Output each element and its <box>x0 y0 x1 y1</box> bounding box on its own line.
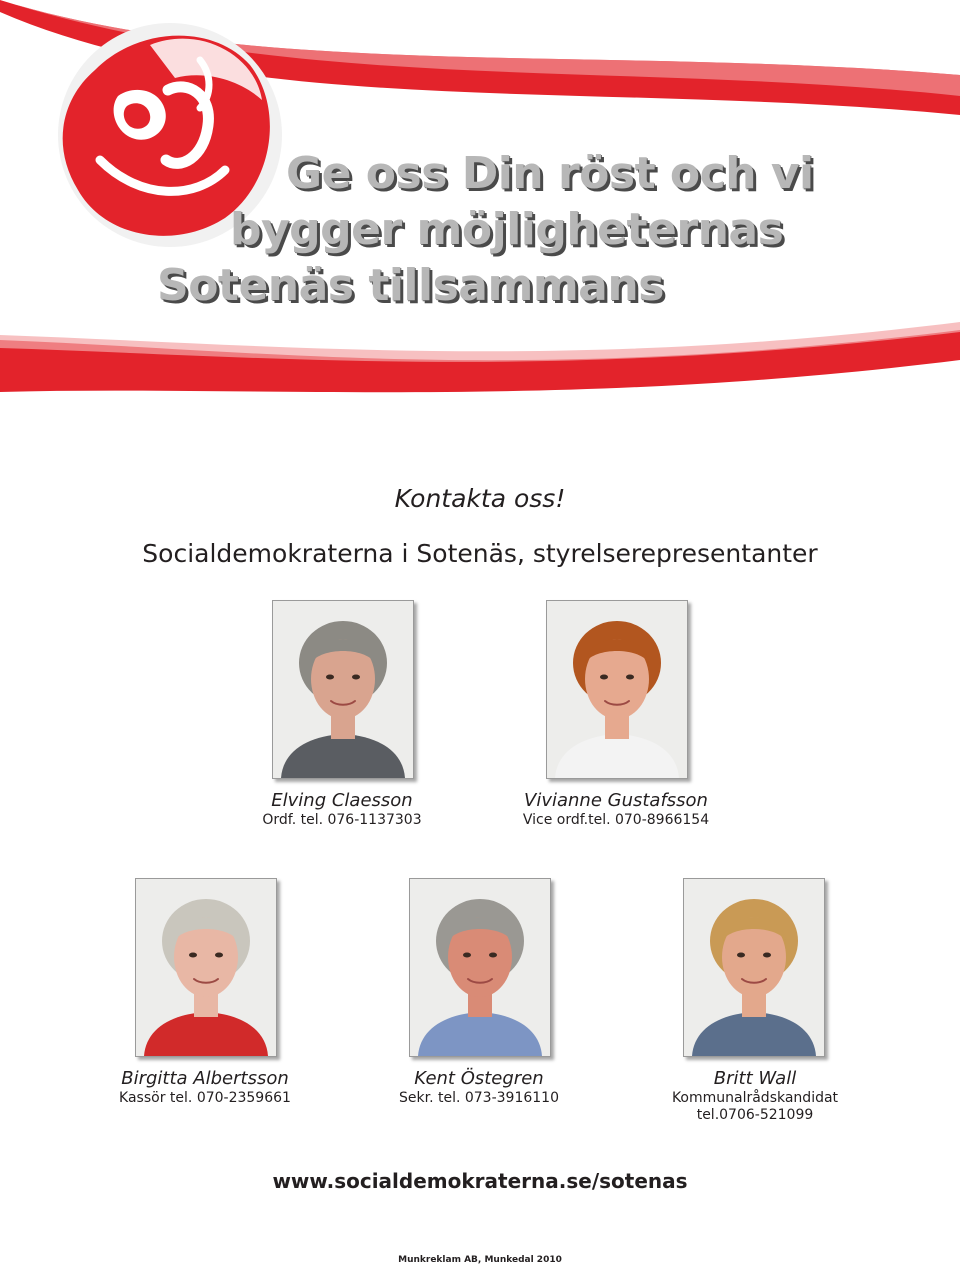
headline-line-1: Ge oss Din röst och vi <box>286 148 814 199</box>
person-role: Ordf. tel. 076-1137303 <box>262 812 422 828</box>
person-name: Birgitta Albertsson <box>121 1068 289 1089</box>
contact-heading: Kontakta oss! <box>394 484 566 513</box>
photo-britt-wall <box>683 878 825 1057</box>
person-kent-ostegren <box>379 1068 579 1107</box>
photo-kent-ostegren <box>409 878 551 1057</box>
headline-line-3: Sotenäs tillsammans <box>157 260 664 311</box>
header-artwork <box>0 0 960 400</box>
organization-line: Socialdemokraterna i Sotenäs, styrelserepresentanter <box>142 539 818 568</box>
person-britt-wall <box>655 1068 855 1124</box>
headline-line-2: bygger möjligheternas <box>230 204 784 255</box>
website-link[interactable]: www.socialdemokraterna.se/sotenas <box>272 1169 688 1193</box>
person-name: Kent Östegren <box>414 1068 544 1089</box>
person-role: Sekr. tel. 073-3916110 <box>399 1090 559 1106</box>
person-role: Vice ordf.tel. 070-8966154 <box>522 812 710 828</box>
person-name: Elving Claesson <box>271 790 413 811</box>
person-name: Vivianne Gustafsson <box>524 790 708 811</box>
person-vivianne-gustafsson <box>496 790 736 829</box>
photo-elving-claesson <box>272 600 414 779</box>
person-phone: tel.0706-521099 <box>696 1107 814 1123</box>
person-name: Britt Wall <box>713 1068 797 1089</box>
photo-birgitta-albertsson <box>135 878 277 1057</box>
person-role: Kommunalrådskandidat <box>671 1090 839 1106</box>
person-role: Kassör tel. 070-2359661 <box>119 1090 291 1106</box>
print-credit: Munkreklam AB, Munkedal 2010 <box>398 1255 562 1265</box>
photo-vivianne-gustafsson <box>546 600 688 779</box>
person-elving-claesson <box>242 790 442 829</box>
person-birgitta-albertsson <box>105 1068 305 1107</box>
